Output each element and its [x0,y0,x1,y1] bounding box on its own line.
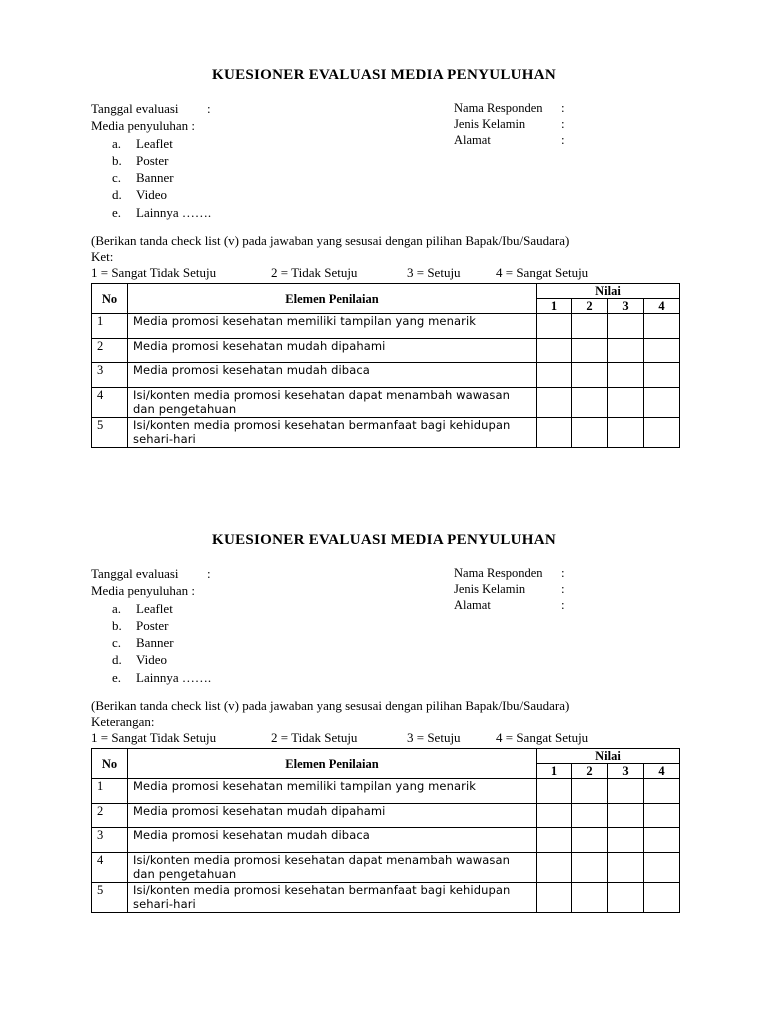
score-cell[interactable] [608,883,644,913]
option-letter: b. [112,153,122,168]
table-row [92,853,680,883]
row-no: 4 [92,388,128,418]
row-no: 3 [92,363,128,388]
tanggal-evaluasi-label: Tanggal evaluasi [91,566,179,581]
alamat-colon: : [561,132,565,147]
evaluation-table [91,283,680,448]
score-cell[interactable] [608,804,644,828]
row-elemen: Isi/konten media promosi kesehatan bermanfaat bagi kehidupan sehari-hari [128,883,537,913]
form-title: KUESIONER EVALUASI MEDIA PENYULUHAN [211,67,557,83]
scale-2: 2 = Tidak Setuju [271,730,358,745]
score-cell[interactable] [608,388,644,418]
option-letter: d. [112,187,122,202]
score-cell[interactable] [608,418,644,448]
ket-label: Ket: [91,249,114,264]
table-row [92,314,680,339]
option-letter: c. [112,170,122,185]
score-cell[interactable] [537,779,572,804]
row-elemen: Media promosi kesehatan memiliki tampilan yang menarik [128,779,537,804]
tanggal-colon: : [207,101,211,116]
score-cell[interactable] [572,363,608,388]
form-title: KUESIONER EVALUASI MEDIA PENYULUHAN [211,532,557,548]
scale-4: 4 = Sangat Setuju [496,730,589,745]
header-elemen: Elemen Penilaian [128,284,537,314]
jenis-kelamin-colon: : [561,116,565,131]
score-cell[interactable] [537,828,572,853]
instruction-text: (Berikan tanda check list (v) pada jawaban yang sesusai dengan pilihan Bapak/Ibu/Saudara) [91,698,570,713]
scale-1: 1 = Sangat Tidak Setuju [91,730,217,745]
header-nilai: Nilai [537,284,680,299]
header-nilai-3: 3 [608,764,644,779]
tanggal-colon: : [207,566,211,581]
table-row [92,363,680,388]
media-penyuluhan-label: Media penyuluhan : [91,583,195,598]
tanggal-evaluasi-label: Tanggal evaluasi [91,101,179,116]
nama-responden-label: Nama Responden [454,566,543,580]
table-row [92,828,680,853]
evaluation-table [91,748,680,913]
score-cell[interactable] [608,853,644,883]
score-cell[interactable] [644,779,680,804]
score-cell[interactable] [572,314,608,339]
score-cell[interactable] [608,363,644,388]
alamat-colon: : [561,597,565,612]
questionnaire-section [0,532,768,1000]
header-nilai-3: 3 [608,299,644,314]
score-cell[interactable] [572,418,608,448]
score-cell[interactable] [608,314,644,339]
score-cell[interactable] [537,853,572,883]
score-cell[interactable] [608,779,644,804]
row-elemen: Isi/konten media promosi kesehatan bermanfaat bagi kehidupan sehari-hari [128,418,537,448]
table-row [92,418,680,448]
jenis-kelamin-colon: : [561,581,565,596]
score-cell[interactable] [537,314,572,339]
header-nilai-1: 1 [537,299,572,314]
scale-3: 3 = Setuju [407,265,461,280]
score-cell[interactable] [644,363,680,388]
score-cell[interactable] [537,883,572,913]
score-cell[interactable] [608,339,644,363]
alamat-label: Alamat [454,133,491,147]
header-nilai-4: 4 [644,299,680,314]
header-nilai-2: 2 [572,764,608,779]
table-row [92,388,680,418]
score-cell[interactable] [537,339,572,363]
score-cell[interactable] [572,779,608,804]
score-cell[interactable] [644,853,680,883]
nama-responden-colon: : [561,565,565,580]
option-text: Poster [136,153,169,168]
score-cell[interactable] [644,339,680,363]
row-no: 2 [92,804,128,828]
scale-2: 2 = Tidak Setuju [271,265,358,280]
score-cell[interactable] [608,828,644,853]
option-letter: e. [112,670,122,685]
option-text: Lainnya ……. [136,205,212,220]
score-cell[interactable] [572,828,608,853]
row-no: 5 [92,883,128,913]
score-cell[interactable] [572,804,608,828]
score-cell[interactable] [572,883,608,913]
nama-responden-label: Nama Responden [454,101,543,115]
option-letter: e. [112,205,122,220]
table-row [92,339,680,363]
option-text: Lainnya ……. [136,670,212,685]
row-elemen: Media promosi kesehatan mudah dipahami [128,339,537,363]
score-cell[interactable] [644,883,680,913]
option-letter: d. [112,652,122,667]
score-cell[interactable] [537,418,572,448]
score-cell[interactable] [644,314,680,339]
score-cell[interactable] [572,853,608,883]
option-text: Banner [136,635,174,650]
row-no: 1 [92,779,128,804]
table-row [92,883,680,913]
scale-1: 1 = Sangat Tidak Setuju [91,265,217,280]
header-no: No [92,284,128,314]
score-cell[interactable] [537,804,572,828]
row-elemen: Media promosi kesehatan mudah dibaca [128,828,537,853]
nama-responden-colon: : [561,100,565,115]
row-no: 4 [92,853,128,883]
score-cell[interactable] [644,388,680,418]
header-no: No [92,749,128,779]
option-letter: a. [112,601,122,616]
header-nilai-1: 1 [537,764,572,779]
row-elemen: Media promosi kesehatan mudah dipahami [128,804,537,828]
row-no: 5 [92,418,128,448]
option-text: Video [136,652,167,667]
row-no: 3 [92,828,128,853]
row-elemen: Media promosi kesehatan mudah dibaca [128,363,537,388]
option-text: Poster [136,618,169,633]
jenis-kelamin-label: Jenis Kelamin [454,582,526,596]
scale-3: 3 = Setuju [407,730,461,745]
header-elemen: Elemen Penilaian [128,749,537,779]
table-row [92,804,680,828]
score-cell[interactable] [572,339,608,363]
score-cell[interactable] [644,828,680,853]
row-no: 1 [92,314,128,339]
media-penyuluhan-label: Media penyuluhan : [91,118,195,133]
option-text: Banner [136,170,174,185]
scale-4: 4 = Sangat Setuju [496,265,589,280]
instruction-text: (Berikan tanda check list (v) pada jawaban yang sesusai dengan pilihan Bapak/Ibu/Saudara) [91,233,570,248]
option-text: Leaflet [136,601,173,616]
header-nilai-2: 2 [572,299,608,314]
score-cell[interactable] [537,388,572,418]
header-nilai: Nilai [537,749,680,764]
score-cell[interactable] [537,363,572,388]
score-cell[interactable] [572,388,608,418]
row-elemen: Isi/konten media promosi kesehatan dapat menambah wawasan dan pengetahuan [128,853,537,883]
jenis-kelamin-label: Jenis Kelamin [454,117,526,131]
score-cell[interactable] [644,804,680,828]
ket-label: Keterangan: [91,714,155,729]
table-row [92,779,680,804]
header-nilai-4: 4 [644,764,680,779]
questionnaire-section [0,67,768,535]
option-letter: b. [112,618,122,633]
option-letter: c. [112,635,122,650]
alamat-label: Alamat [454,598,491,612]
row-no: 2 [92,339,128,363]
option-text: Video [136,187,167,202]
row-elemen: Isi/konten media promosi kesehatan dapat menambah wawasan dan pengetahuan [128,388,537,418]
score-cell[interactable] [644,418,680,448]
option-text: Leaflet [136,136,173,151]
option-letter: a. [112,136,122,151]
row-elemen: Media promosi kesehatan memiliki tampilan yang menarik [128,314,537,339]
